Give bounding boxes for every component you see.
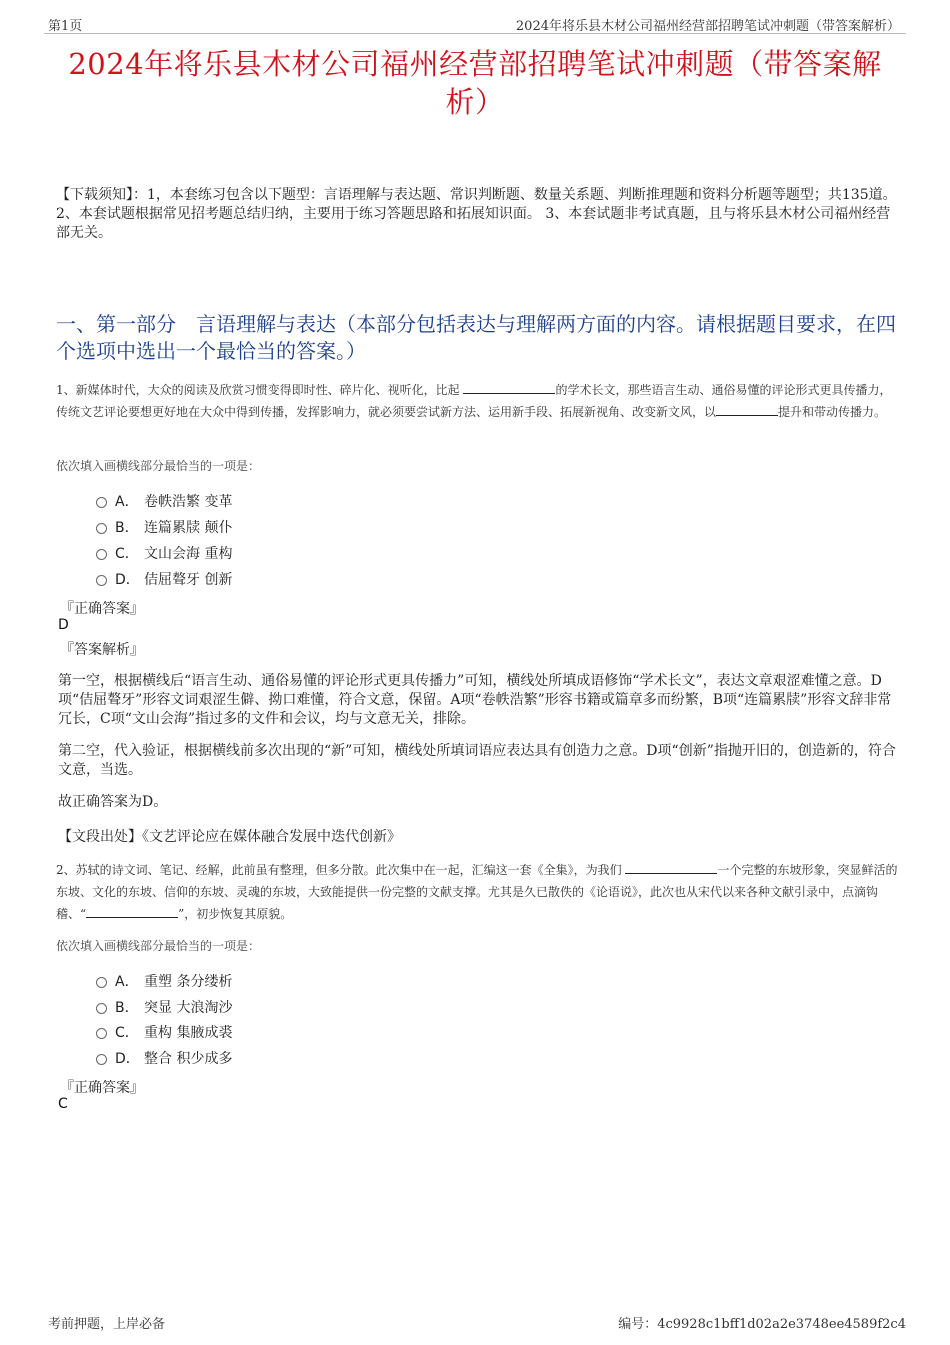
radio-icon[interactable] <box>96 977 107 988</box>
blank-line <box>86 905 178 918</box>
correct-answer-label: 『正确答案』 <box>60 601 144 617</box>
blank-line <box>463 381 555 394</box>
footer-slogan: 考前押题，上岸必备 <box>48 1317 166 1332</box>
radio-icon[interactable] <box>96 549 107 560</box>
correct-answer-value: C <box>58 1096 68 1112</box>
correct-answer-label: 『正确答案』 <box>60 1080 144 1096</box>
passage-source: 【文段出处】《文艺评论应在媒体融合发展中迭代创新》 <box>58 829 401 845</box>
page-header <box>44 15 906 34</box>
analysis-paragraph-1: 第一空，根据横线后“语言生动、通俗易懂的评论形式更具传播力”可知，横线处所填成语修饰“学术长文”，表达文章艰涩难懂之意。D项“佶屈聱牙”形容文词艰涩生僻、拗口难懂，符合文意，保留。A项“卷帙浩繁”形容书籍或篇章多而纷繁，B项“连篇累牍”形容文辞非常冗长，C项“文山会海”指过多的文件和会议，均与文意无关，排除。 <box>58 673 892 727</box>
document-id: 编号：4c9928c1bff1d02a2e3748ee4589f2c4 <box>618 1317 906 1332</box>
page-number: 第1页 <box>48 19 83 34</box>
radio-icon[interactable] <box>96 497 107 508</box>
question-1-prompt: 依次填入画横线部分最恰当的一项是： <box>56 459 261 473</box>
analysis-paragraph-2: 第二空，代入验证，根据横线前多次出现的“新”可知，横线处所填词语应表达具有创造力之意。D项“创新”指抛开旧的，创造新的，符合文意，当选。 <box>58 743 896 778</box>
correct-answer-value: D <box>58 617 69 633</box>
radio-icon[interactable] <box>96 1003 107 1014</box>
analysis-label: 『答案解析』 <box>60 642 144 658</box>
blank-line <box>716 403 778 416</box>
download-notice: 【下载须知】：1，本套练习包含以下题型：言语理解与表达题、常识判断题、数量关系题、判断推理题和资料分析题等题型；共135道。 2、本套试题根据常见招考题总结归纳，主要用于练习答题思路和拓展知识面。 3、本套试题非考试真题，且与将乐县木材公司福州经营部无关。 <box>56 187 897 241</box>
radio-icon[interactable] <box>96 1054 107 1065</box>
radio-icon[interactable] <box>96 523 107 534</box>
question-2-text: 2、苏轼的诗文词、笔记、经解，此前虽有整理，但多分散。此次集中在一起，汇编这一套《全集》，为我们 一个完整的东坡形象，突显鲜活的东坡、文化的东坡、信仰的东坡、灵魂的东坡，大致能提供一份完整的文献支撑。尤其是久已散佚的《论语说》，此次也从宋代以来各种文献引录中，点滴钩稽、“ ”，初步恢复其原貌。 <box>56 863 898 921</box>
question-1-text: 1、新媒体时代，大众的阅读及欣赏习惯变得即时性、碎片化、视听化，比起 的学术长文，那些语言生动、通俗易懂的评论形式更具传播力，传统文艺评论要想更好地在大众中得到传播，发挥影响力，就必须要尝试新方法、运用新手段、拓展新视角、改变新文风，以 提升和带动传播力。 <box>56 383 892 419</box>
radio-icon[interactable] <box>96 575 107 586</box>
header-doc-title: 2024年将乐县木材公司福州经营部招聘笔试冲刺题（带答案解析） <box>515 19 900 34</box>
analysis-paragraph-3: 故正确答案为D。 <box>58 794 168 810</box>
blank-line <box>625 861 717 874</box>
section-heading: 一、第一部分 言语理解与表达（本部分包括表达与理解两方面的内容。请根据题目要求，在四个选项中选出一个最恰当的答案。） <box>56 312 896 363</box>
question-2-prompt: 依次填入画横线部分最恰当的一项是： <box>56 939 261 953</box>
document-title: 2024年将乐县木材公司福州经营部招聘笔试冲刺题（带答案解析） <box>68 47 882 119</box>
radio-icon[interactable] <box>96 1028 107 1039</box>
